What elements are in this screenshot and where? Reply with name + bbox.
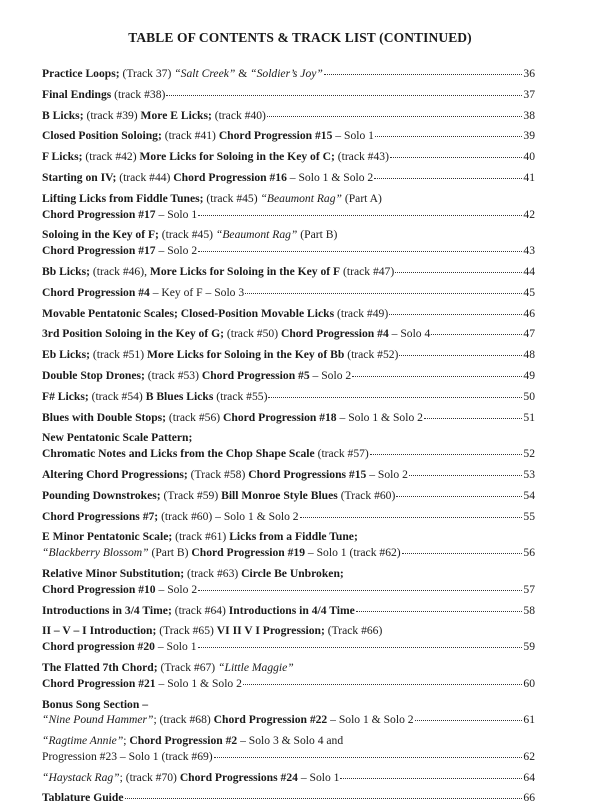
- toc-detail-text: (track #41): [161, 129, 219, 143]
- toc-entry-text: [42, 509, 299, 525]
- toc-heading-text: Chord Progression #4: [280, 327, 389, 341]
- toc-song-title: “Blackberry Blossom”: [42, 546, 149, 560]
- toc-heading-text: Movable Pentatonic Scales; Closed-Position Movable Licks: [42, 306, 335, 320]
- toc-heading-text: B Licks;: [42, 108, 84, 122]
- toc-detail-text: (track #45): [203, 191, 261, 205]
- toc-detail-text: – Solo 1 & Solo 2: [155, 676, 242, 690]
- toc-heading-text: Chord Progression #16: [173, 170, 287, 184]
- toc-entry-text: [42, 87, 165, 103]
- page-number: 43: [523, 244, 535, 258]
- toc-entry-line: [42, 697, 535, 713]
- toc-entry[interactable]: [42, 368, 535, 384]
- dot-leader: [402, 553, 523, 554]
- toc-entry-text: [42, 243, 197, 259]
- toc-entry-line: [42, 243, 535, 259]
- toc-entry[interactable]: [42, 87, 535, 103]
- toc-entry-text: [42, 467, 408, 483]
- toc-entry-text: [42, 347, 398, 363]
- toc-detail-text: (Track #65): [156, 624, 217, 638]
- toc-entry-text: [42, 697, 148, 713]
- toc-entry-line: [42, 733, 535, 749]
- toc-heading-text: Blues with Double Stops;: [42, 410, 167, 424]
- toc-entry-text: [42, 389, 267, 405]
- toc-entry-line: [42, 191, 535, 207]
- toc-entry-text: [42, 410, 423, 426]
- toc-entry[interactable]: [42, 389, 535, 405]
- toc-entry[interactable]: [42, 108, 535, 124]
- dot-leader: [390, 157, 522, 158]
- toc-heading-text: Chord Progressions #7;: [42, 509, 159, 523]
- toc-entry[interactable]: [42, 170, 535, 186]
- page-number: 50: [523, 389, 535, 403]
- toc-heading-text: Chord Progression #17: [42, 244, 156, 258]
- dot-leader: [267, 116, 522, 117]
- toc-entry-line: [42, 545, 535, 561]
- toc-entry-line: [42, 285, 535, 301]
- toc-heading-text: F Licks;: [42, 150, 83, 164]
- toc-heading-text: VI II V I Progression;: [216, 624, 325, 638]
- toc-entry-line: [42, 566, 535, 582]
- page-number: 61: [523, 713, 535, 727]
- toc-heading-text: Altering Chord Progressions;: [42, 467, 188, 481]
- toc-detail-text: – Solo 1: [332, 129, 374, 143]
- toc-entry[interactable]: [42, 430, 535, 462]
- page-number: 47: [523, 327, 535, 341]
- toc-entry-line: [42, 368, 535, 384]
- toc-entry[interactable]: [42, 410, 535, 426]
- toc-entry-line: [42, 582, 535, 598]
- toc-entry-line: [42, 430, 535, 446]
- toc-entry[interactable]: [42, 623, 535, 655]
- dot-leader: [415, 720, 523, 721]
- toc-entry[interactable]: [42, 347, 535, 363]
- dot-leader: [431, 334, 522, 335]
- toc-entry-line: [42, 347, 535, 363]
- toc-entry-text: [42, 108, 266, 124]
- page-number: 52: [523, 447, 535, 461]
- toc-entry-text: [42, 264, 394, 280]
- toc-entry-text: [42, 639, 197, 655]
- toc-entry[interactable]: [42, 529, 535, 561]
- toc-detail-text: (track #57): [314, 447, 369, 461]
- toc-heading-text: F# Licks;: [42, 389, 89, 403]
- toc-detail-text: – Key of F – Solo 3: [149, 285, 245, 299]
- toc-entry-line: [42, 389, 535, 405]
- toc-detail-text: (track #47): [340, 264, 395, 278]
- dot-leader: [324, 74, 523, 75]
- toc-entry-text: [42, 227, 337, 243]
- page-number: 59: [523, 640, 535, 654]
- toc-detail-text: (track #55): [213, 389, 268, 403]
- toc-heading-text: Introductions in 4/4 Time: [228, 603, 355, 617]
- page-number: 44: [523, 264, 535, 278]
- dot-leader: [395, 272, 522, 273]
- toc-detail-text: (track #44): [116, 170, 174, 184]
- toc-heading-text: More Licks for Soloing in the Key of C;: [139, 150, 335, 164]
- page-number: 48: [523, 348, 535, 362]
- toc-entry-text: [42, 207, 197, 223]
- toc-entry[interactable]: [42, 191, 535, 223]
- toc-entry[interactable]: [42, 227, 535, 259]
- toc-entry[interactable]: [42, 488, 535, 504]
- page-number: 55: [523, 509, 535, 523]
- toc-detail-text: (track #50): [223, 327, 281, 341]
- toc-heading-text: Eb Licks;: [42, 348, 90, 362]
- toc-entry-text: [42, 368, 351, 384]
- toc-detail-text: – Solo 1: [154, 640, 197, 654]
- toc-heading-text: Chord Progression #4: [42, 285, 150, 299]
- toc-entry[interactable]: [42, 326, 535, 342]
- toc-entry-line: [42, 623, 535, 639]
- dot-leader: [300, 517, 523, 518]
- toc-heading-text: Double Stop Drones;: [42, 368, 145, 382]
- page-number: 51: [523, 410, 535, 424]
- page-number: 36: [523, 67, 535, 80]
- page-number: 49: [523, 368, 535, 382]
- toc-detail-text: – Solo 2: [366, 467, 408, 481]
- dot-leader: [370, 454, 523, 455]
- toc-entry-line: [42, 603, 535, 619]
- toc-detail-text: (track #39): [83, 108, 141, 122]
- toc-entry-line: [42, 108, 535, 124]
- toc-entry-line: [42, 149, 535, 165]
- dot-leader: [198, 647, 523, 648]
- page-number: 54: [523, 488, 535, 502]
- toc-entry[interactable]: [42, 149, 535, 165]
- toc-heading-text: Relative Minor Substitution;: [42, 566, 185, 580]
- toc-detail-text: – Solo 1 & Solo 2: [327, 713, 414, 727]
- toc-detail-text: ; (track #70): [119, 770, 180, 784]
- dot-leader: [198, 251, 522, 252]
- toc-entry-line: [42, 529, 535, 545]
- toc-heading-text: Chord Progressions #15: [248, 467, 367, 481]
- toc-entry-line: [42, 128, 535, 144]
- toc-heading-text: Final Endings: [42, 87, 112, 101]
- toc-entry-text: [42, 170, 373, 186]
- toc-entry-line: [42, 87, 535, 103]
- table-of-contents: [42, 66, 535, 811]
- page-number: 40: [523, 150, 535, 164]
- toc-detail-text: Progression #23 – Solo 1 (track #69): [42, 749, 213, 763]
- toc-detail-text: (track #56): [166, 410, 224, 424]
- toc-entry-text: [42, 733, 343, 749]
- toc-detail-text: (track #61): [172, 530, 230, 544]
- toc-heading-text: Closed Position Soloing;: [42, 129, 162, 143]
- toc-entry-text: [42, 149, 389, 165]
- toc-detail-text: (track #53): [144, 368, 202, 382]
- toc-detail-text: – Solo 1 & Solo 2: [286, 170, 374, 184]
- toc-heading-text: Chord progression #20: [42, 640, 155, 654]
- toc-entry-text: [42, 749, 213, 765]
- toc-heading-text: 3rd Position Soloing in the Key of G;: [42, 327, 224, 341]
- dot-leader: [340, 778, 522, 779]
- toc-detail-text: (Track #60): [337, 488, 396, 502]
- toc-heading-text: Bonus Song Section –: [42, 697, 148, 711]
- toc-detail-text: (track #52): [344, 348, 399, 362]
- toc-detail-text: (track #38): [111, 87, 166, 101]
- toc-entry-line: [42, 306, 535, 322]
- page-number: 66: [523, 791, 535, 805]
- toc-entry-text: [42, 582, 197, 598]
- toc-detail-text: (Track #58): [187, 467, 249, 481]
- toc-song-title: “Soldier’s Joy”: [250, 67, 323, 80]
- toc-song-title: “Salt Creek”: [174, 67, 236, 80]
- toc-entry-line: [42, 509, 535, 525]
- toc-heading-text: Chord Progression #5: [201, 368, 310, 382]
- toc-detail-text: – Solo 4: [388, 327, 431, 341]
- page-number: 39: [523, 129, 535, 143]
- toc-detail-text: (Part B): [148, 546, 192, 560]
- toc-entry-text: [42, 623, 382, 639]
- toc-song-title: “Beaumont Rag”: [260, 191, 342, 205]
- toc-detail-text: &: [235, 67, 251, 80]
- toc-entry-line: [42, 227, 535, 243]
- toc-detail-text: (Track #67): [157, 660, 219, 674]
- page-number: 42: [523, 207, 535, 221]
- toc-entry[interactable]: [42, 733, 535, 765]
- toc-detail-text: (track #43): [334, 150, 389, 164]
- dot-leader: [374, 178, 522, 179]
- toc-heading-text: Pounding Downstrokes;: [42, 488, 161, 502]
- toc-entry-line: [42, 488, 535, 504]
- toc-heading-text: Practice Loops;: [42, 67, 120, 80]
- toc-entry[interactable]: [42, 603, 535, 619]
- toc-entry-line: [42, 790, 535, 806]
- toc-entry-text: [42, 660, 294, 676]
- toc-heading-text: Chord Progression #22: [213, 713, 328, 727]
- toc-detail-text: (track #51): [90, 348, 147, 362]
- toc-entry-line: [42, 749, 535, 765]
- toc-heading-text: Chord Progression #19: [191, 546, 306, 560]
- toc-entry[interactable]: [42, 467, 535, 483]
- toc-detail-text: (track #42): [82, 150, 140, 164]
- toc-heading-text: Chord Progressions #24: [179, 770, 298, 784]
- dot-leader: [245, 293, 522, 294]
- dot-leader: [214, 757, 523, 758]
- toc-entry-text: [42, 306, 388, 322]
- toc-entry-line: [42, 66, 535, 82]
- toc-entry[interactable]: [42, 306, 535, 322]
- page-number: 53: [523, 467, 535, 481]
- page-number: 46: [523, 306, 535, 320]
- toc-entry-text: [42, 545, 401, 561]
- toc-entry-text: [42, 446, 369, 462]
- toc-detail-text: (Track #66): [324, 624, 383, 638]
- toc-detail-text: (Track 37): [119, 67, 175, 80]
- page-number: 38: [523, 108, 535, 122]
- toc-entry-line: [42, 467, 535, 483]
- page-number: 62: [523, 749, 535, 763]
- toc-heading-text: Bb Licks;: [42, 264, 90, 278]
- toc-entry[interactable]: [42, 264, 535, 280]
- toc-song-title: “Ragtime Annie”: [42, 734, 124, 748]
- toc-entry-text: [42, 285, 244, 301]
- toc-entry-line: [42, 170, 535, 186]
- toc-detail-text: – Solo 1 & Solo 2: [336, 410, 423, 424]
- toc-entry-text: [42, 566, 344, 582]
- toc-song-title: “Nine Pound Hammer”: [42, 713, 154, 727]
- toc-heading-text: Chord Progression #17: [42, 207, 156, 221]
- toc-detail-text: (track #45): [158, 228, 216, 242]
- toc-detail-text: – Solo 2: [309, 368, 352, 382]
- toc-entry-text: [42, 770, 339, 786]
- toc-heading-text: Bill Monroe Style Blues: [221, 488, 338, 502]
- toc-heading-text: Chord Progression #18: [223, 410, 337, 424]
- toc-heading-text: More Licks for Soloing in the Key of F: [149, 264, 341, 278]
- toc-detail-text: ;: [123, 734, 130, 748]
- toc-detail-text: (Part B): [297, 228, 338, 242]
- toc-detail-text: – Solo 1: [155, 207, 198, 221]
- toc-entry-text: [42, 603, 355, 619]
- toc-heading-text: Starting on IV;: [42, 170, 117, 184]
- toc-heading-text: B Blues Licks: [145, 389, 214, 403]
- toc-heading-text: II – V – I Introduction;: [42, 624, 157, 638]
- toc-entry-line: [42, 676, 535, 692]
- dot-leader: [198, 590, 522, 591]
- toc-entry-text: [42, 66, 323, 82]
- dot-leader: [409, 475, 523, 476]
- toc-heading-text: Licks from a Fiddle Tune;: [229, 530, 358, 544]
- toc-detail-text: – Solo 1: [297, 770, 340, 784]
- toc-entry-line: [42, 639, 535, 655]
- toc-entry-text: [42, 676, 242, 692]
- toc-entry-text: [42, 790, 124, 806]
- toc-entry[interactable]: [42, 128, 535, 144]
- toc-entry-line: [42, 410, 535, 426]
- toc-detail-text: (track #60) – Solo 1 & Solo 2: [158, 509, 299, 523]
- toc-detail-text: – Solo 2: [155, 582, 198, 596]
- dot-leader: [198, 215, 522, 216]
- toc-heading-text: Chord Progression #21: [42, 676, 156, 690]
- toc-entry-line: [42, 264, 535, 280]
- toc-detail-text: (track #54): [88, 389, 146, 403]
- toc-entry[interactable]: [42, 66, 535, 82]
- toc-heading-text: Lifting Licks from Fiddle Tunes;: [42, 191, 204, 205]
- toc-entry-line: [42, 207, 535, 223]
- toc-entry[interactable]: [42, 509, 535, 525]
- toc-song-title: “Beaumont Rag”: [215, 228, 298, 242]
- page-title: TABLE OF CONTENTS & TRACK LIST (CONTINUED): [128, 30, 472, 45]
- toc-heading-text: The Flatted 7th Chord;: [42, 660, 158, 674]
- page-number: 37: [523, 87, 535, 101]
- toc-heading-text: Circle Be Unbroken;: [241, 566, 344, 580]
- toc-entry-text: [42, 191, 382, 207]
- toc-entry-text: [42, 128, 374, 144]
- toc-detail-text: (track #46),: [90, 264, 150, 278]
- toc-heading-text: Chromatic Notes and Licks from the Chop Shape Scale: [42, 447, 315, 461]
- dot-leader: [396, 496, 522, 497]
- toc-entry-text: [42, 488, 395, 504]
- page-number: 58: [523, 603, 535, 617]
- toc-heading-text: Introductions in 3/4 Time;: [42, 603, 172, 617]
- toc-entry[interactable]: [42, 770, 535, 786]
- toc-detail-text: – Solo 1 (track #62): [305, 546, 401, 560]
- dot-leader: [399, 355, 522, 356]
- toc-detail-text: (track #49): [334, 306, 389, 320]
- page-number: 56: [523, 546, 535, 560]
- page-number: 45: [523, 285, 535, 299]
- toc-heading-text: Chord Progression #10: [42, 582, 156, 596]
- toc-detail-text: (Track #59): [160, 488, 222, 502]
- toc-heading-text: More E Licks;: [140, 108, 212, 122]
- toc-song-title: “Haystack Rag”: [42, 770, 120, 784]
- toc-entry[interactable]: [42, 790, 535, 806]
- toc-heading-text: Chord Progression #15: [218, 129, 333, 143]
- toc-entry-line: [42, 446, 535, 462]
- dot-leader: [268, 397, 522, 398]
- dot-leader: [424, 418, 522, 419]
- toc-entry-line: [42, 326, 535, 342]
- toc-detail-text: – Solo 3 & Solo 4 and: [237, 734, 344, 748]
- dot-leader: [243, 684, 522, 685]
- toc-song-title: “Little Maggie”: [218, 660, 294, 674]
- toc-heading-text: More Licks for Soloing in the Key of Bb: [146, 348, 345, 362]
- toc-detail-text: (Part A): [341, 191, 382, 205]
- toc-heading-text: Soloing in the Key of F;: [42, 228, 159, 242]
- toc-entry-line: [42, 770, 535, 786]
- toc-entry-text: [42, 712, 414, 728]
- toc-entry-text: [42, 326, 430, 342]
- dot-leader: [389, 314, 522, 315]
- dot-leader: [356, 611, 523, 612]
- toc-entry-line: [42, 660, 535, 676]
- dot-leader: [352, 376, 522, 377]
- toc-heading-text: New Pentatonic Scale Pattern;: [42, 431, 193, 445]
- toc-entry-text: [42, 529, 358, 545]
- dot-leader: [166, 95, 522, 96]
- dot-leader: [125, 798, 523, 799]
- toc-entry[interactable]: [42, 566, 535, 598]
- page-number: 60: [523, 676, 535, 690]
- toc-entry[interactable]: [42, 285, 535, 301]
- page-number: 57: [523, 582, 535, 596]
- toc-detail-text: ; (track #68): [153, 713, 214, 727]
- toc-detail-text: (track #40): [211, 108, 266, 122]
- toc-entry[interactable]: [42, 697, 535, 729]
- toc-entry-line: [42, 712, 535, 728]
- dot-leader: [375, 136, 522, 137]
- page-number: 41: [523, 170, 535, 184]
- toc-heading-text: Chord Progression #2: [129, 734, 238, 748]
- toc-heading-text: E Minor Pentatonic Scale;: [42, 530, 173, 544]
- toc-entry[interactable]: [42, 660, 535, 692]
- toc-entry-text: [42, 430, 192, 446]
- toc-heading-text: Tablature Guide: [42, 791, 124, 805]
- toc-detail-text: (track #64): [171, 603, 229, 617]
- toc-detail-text: (track #63): [184, 566, 242, 580]
- page-number: 64: [523, 770, 535, 784]
- toc-detail-text: – Solo 2: [155, 244, 198, 258]
